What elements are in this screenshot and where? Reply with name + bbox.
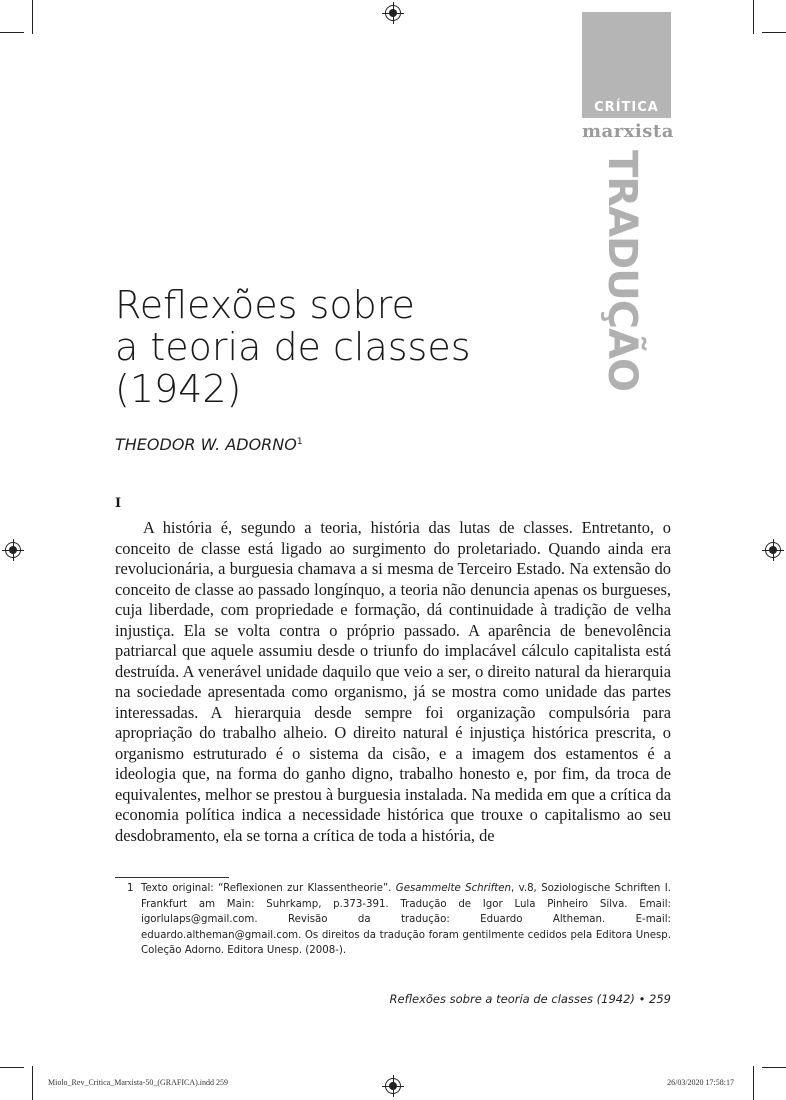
footnote-number: 1 <box>127 883 134 894</box>
title-line: a teoria de classes <box>115 325 471 369</box>
footnote-body <box>127 881 671 959</box>
print-slug-file: Miolo_Rev_Critica_Marxista-50_(GRAFICA).indd 259 <box>48 1078 228 1087</box>
crop-mark-bottom-left-h <box>0 1067 24 1068</box>
footnote-text-b: , v.8, Soziologische Schriften I. Frankfurt am Main: Suhrkamp, p.373-391. Tradução de Igor Lula Pinheiro Silva. Email: igorlulaps@gmail.com. Revisão da tradução: Eduardo Altheman. E-mail: eduardo.altheman@gmail.com. Os direitos da tradução foram gentilmente cedidos pela Editora Unesp. Coleção Adorno. Editora Unesp. (2008-). <box>141 883 671 956</box>
crop-mark-top-left-h <box>0 32 24 33</box>
crop-mark-top-right-h <box>762 32 786 33</box>
registration-mark-icon <box>5 542 21 558</box>
article-author <box>115 435 303 454</box>
registration-mark-icon <box>765 542 781 558</box>
crop-mark-bottom-right-v <box>753 1066 754 1100</box>
journal-logo-marxista: marxista <box>582 121 674 142</box>
journal-logo-critica: CRÍTICA <box>594 100 659 115</box>
registration-mark-icon <box>385 1078 401 1094</box>
footnote-text-a: Texto original: “Reflexionen zur Klassentheorie”. <box>141 883 396 894</box>
body-paragraph: A história é, segundo a teoria, história das lutas de classes. Entretanto, o conceito de classe está ligado ao surgimento do proletariado. Quando ainda era revolucionária, a burguesia chamava a si mesma de Terceiro Estado. Na extensão do conceito de classe ao passado longínquo, a teoria não denuncia apenas os burgueses, cuja liberdade, com propriedade e formação, dá continuidade à tradição de velha injustiça. Ela se volta contra o próprio passado. A aparência de benevolência patriarcal que aquele assumiu desde o triunfo do implacável cálculo capitalista está destruída. A venerável unidade daquilo que veio a ser, o direito natural da hierarquia na sociedade apresentada como organismo, já se mostra como unidade das partes interessadas. A hierarquia desde sempre foi organização compulsória para apropriação do trabalho alheio. O direito natural é injustiça histórica prescrita, o organismo estruturado é o sistema da cisão, e a imagem dos estamentos é a ideologia que, na forma do ganho digno, trabalho honesto e, por fim, da troca de equivalentes, melhor se prestou à burguesia instalada. Na medida em que a crítica da economia política indica a necessidade histórica que trouxe o capitalismo ao seu desdobramento, ela se torna a crítica de toda a história, de <box>115 518 671 845</box>
article-title <box>115 284 555 410</box>
registration-mark-icon <box>385 5 401 21</box>
crop-mark-bottom-right-h <box>762 1067 786 1068</box>
section-label-vertical: TRADUÇÃO <box>599 150 645 392</box>
author-name: THEODOR W. ADORNO <box>115 435 297 454</box>
author-footnote-ref: 1 <box>296 437 303 447</box>
footer-separator: • <box>638 992 646 1006</box>
running-title: Reflexões sobre a teoria de classes (1942) <box>389 992 635 1006</box>
title-line: Reflexões sobre <box>115 283 415 327</box>
crop-mark-top-right-v <box>753 0 754 34</box>
footnote <box>127 881 671 959</box>
print-slug-timestamp: 26/03/2020 17:58:17 <box>667 1078 734 1087</box>
page-number: 259 <box>649 992 671 1006</box>
footnote-rule <box>115 877 229 878</box>
footnote-italic-title: Gesammelte Schriften <box>395 883 511 894</box>
title-line: (1942) <box>115 367 242 411</box>
running-footer <box>390 992 671 1006</box>
section-number: I <box>115 496 122 511</box>
crop-mark-bottom-left-v <box>32 1066 33 1100</box>
crop-mark-top-left-v <box>32 0 33 34</box>
